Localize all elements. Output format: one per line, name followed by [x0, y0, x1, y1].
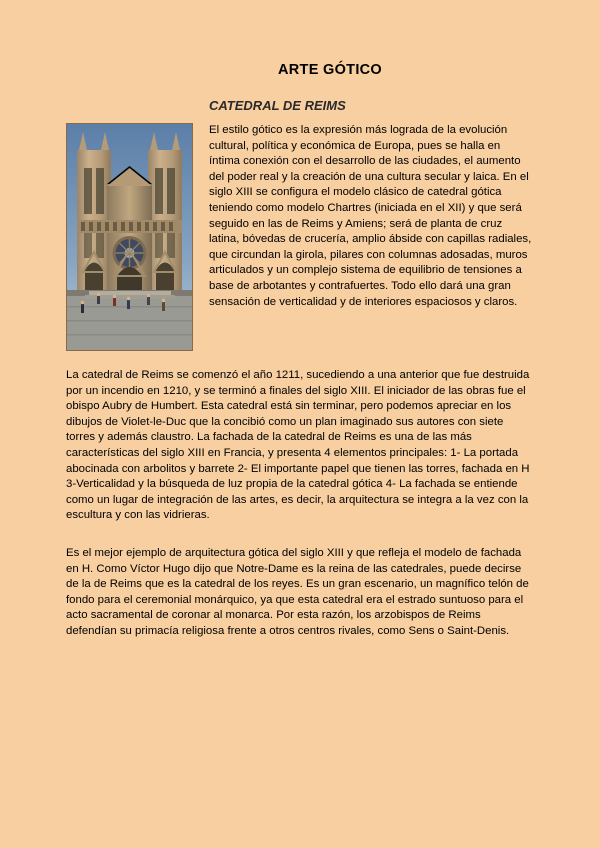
- reims-cathedral-photo: [66, 123, 193, 351]
- body-paragraph-2: Es el mejor ejemplo de arquitectura gótica del siglo XIII y que refleja el modelo de fachada en H. Como Víctor Hugo dijo que Notre-Dame es la reina de las catedrales, puede decirse de la de Reims que es la catedral de los reyes. Es un gran escenario, un magnífico telón de fondo para el ceremonial monárquico, ya que esta catedral era el estrado suntuoso para el acto sacramental de coronar al monarca. Por esta razón, los arzobispos de Reims defendían su primacía religiosa frente a otros centros rivales, como Sens o Saint-Denis.: [66, 546, 529, 637]
- page-title: ARTE GÓTICO: [278, 62, 382, 78]
- intro-block: [66, 123, 534, 355]
- cathedral-illustration: [67, 124, 192, 350]
- intro-paragraph: El estilo gótico es la expresión más lograda de la evolución cultural, política y económica de Europa, pues se halla en íntima conexión con el desarrollo de las ciudades, el aumento del poder real y la creación de una cultura secular y laica. En el siglo XIII se configura el modelo clásico de catedral gótica teniendo como modelo Chartres (iniciada en el XII) y que será seguido en las de Reims y Amiens; será de planta de cruz latina, bóvedas de crucería, amplio ábside con capillas radiales, que circundan la girola, pilares con columnas adosadas, muros articulados y un complejo sistema de equilibrio de tensiones a base de arbotantes y contrafuertes. Todo ello dará una gran sensación de verticalidad y de interiores espaciosos y claros.: [209, 124, 532, 308]
- body-paragraph-1: La catedral de Reims se comenzó el año 1211, sucediendo a una anterior que fue destruida por un incendio en 1210, y se terminó a finales del siglo XIII. El iniciador de las obras fue el obispo Aubry de Humbert. Esta catedral está sin terminar, pero podemos apreciar en los dibujos de Violet-le-Duc que la concibió como un plan imaginado sus autores con siete torres y además claustro. La fachada de la catedral de Reims es una de las más características del siglo XIII en Francia, y presenta 4 elementos principales: 1- La portada abocinada con arbolitos y barrete 2- El importante papel que tienen las torres, fachada en H 3-Verticalidad y la búsqueda de luz propia de la catedral gótica 4- La fachada se entiende como un lugar de integración de las artes, es decir, la arquitectura se integra a la vez con la escultura y con las vidrieras.: [66, 369, 530, 522]
- section-subtitle: CATEDRAL DE REIMS: [209, 98, 346, 113]
